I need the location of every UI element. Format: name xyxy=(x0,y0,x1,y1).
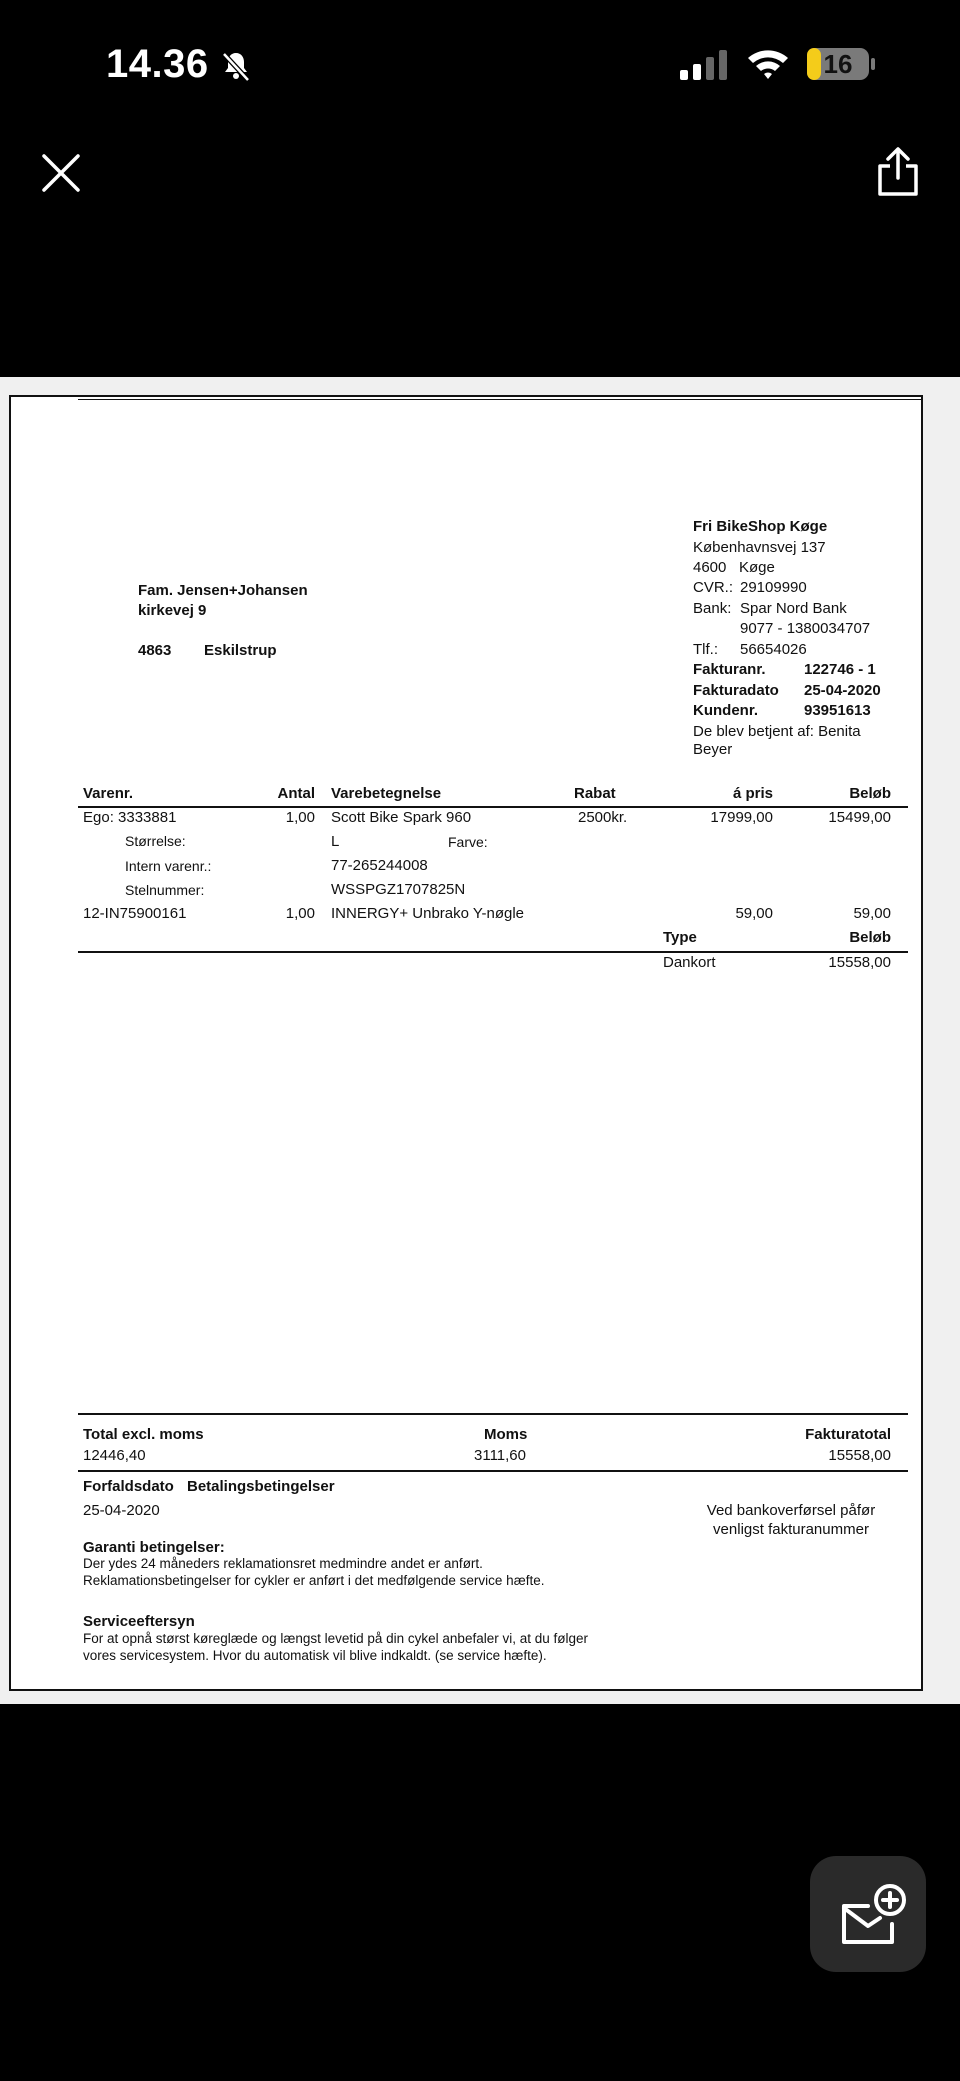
service-title: Serviceeftersyn xyxy=(83,1613,195,1630)
shop-bank-label: Bank: xyxy=(693,600,732,617)
payment-conditions-label: Betalingsbetingelser xyxy=(187,1478,335,1495)
shop-phone-label: Tlf.: xyxy=(693,641,718,658)
col-qty: Antal xyxy=(277,785,315,802)
bell-muted-icon xyxy=(218,48,254,84)
customer-number-label: Kundenr. xyxy=(693,702,759,719)
internal-no-label: Intern varenr.: xyxy=(125,858,212,874)
total-excl: 12446,40 xyxy=(83,1447,146,1464)
customer-name: Fam. Jensen+Johansen xyxy=(138,582,308,599)
status-bar xyxy=(0,0,960,130)
row1-qty: 1,00 xyxy=(285,809,315,826)
size-value: L xyxy=(331,833,340,850)
invoice-date-label: Fakturadato xyxy=(693,682,779,699)
col-amount: Beløb xyxy=(849,785,891,802)
due-date-label: Forfaldsdato xyxy=(83,1478,174,1495)
shop-bank-name: Spar Nord Bank xyxy=(740,600,847,617)
payment-divider xyxy=(78,951,908,953)
due-date: 25-04-2020 xyxy=(83,1502,160,1519)
row1-description: Scott Bike Spark 960 xyxy=(331,809,472,826)
add-to-mail-button[interactable] xyxy=(810,1856,926,1972)
warranty-title: Garanti betingelser: xyxy=(83,1539,225,1556)
vat-label: Moms xyxy=(484,1426,528,1443)
vat-amount: 3111,60 xyxy=(474,1447,526,1464)
customer-zip: 4863 xyxy=(138,642,172,659)
shop-city: Køge xyxy=(739,559,775,576)
row1-amount: 15499,00 xyxy=(828,809,891,826)
shop-bank-account: 9077 - 1380034707 xyxy=(740,620,871,637)
internal-no: 77-265244008 xyxy=(331,857,428,874)
bank-transfer-note-line2: venligst fakturanummer xyxy=(713,1521,869,1538)
totals-bottom-divider xyxy=(78,1470,908,1472)
cellular-signal-icon xyxy=(678,50,730,80)
shop-name: Fri BikeShop Køge xyxy=(693,518,828,535)
invoice-number-label: Fakturanr. xyxy=(693,661,766,678)
service-line2: vores servicesystem. Hvor du automatisk vil blive indkaldt. (se service hæfte). xyxy=(83,1648,547,1663)
payment-amount-label: Beløb xyxy=(849,929,891,946)
size-label: Størrelse: xyxy=(125,833,186,849)
row2-qty: 1,00 xyxy=(285,905,315,922)
shop-cvr-label: CVR.: xyxy=(693,579,734,596)
payment-type-label: Type xyxy=(663,929,697,946)
customer-number: 93951613 xyxy=(804,702,871,719)
close-icon[interactable] xyxy=(38,150,84,196)
warranty-line2: Reklamationsbetingelser for cykler er anført i det medfølgende service hæfte. xyxy=(83,1573,545,1588)
row2-unit-price: 59,00 xyxy=(735,905,773,922)
status-time: 14.36 xyxy=(106,42,209,86)
mail-add-icon xyxy=(810,1856,926,1972)
frame-no: WSSPGZ1707825N xyxy=(331,881,466,898)
frame-no-label: Stelnummer: xyxy=(125,882,205,898)
row2-item-no: 12-IN75900161 xyxy=(83,905,187,922)
col-description: Varebetegnelse xyxy=(331,785,442,802)
shop-zip: 4600 xyxy=(693,559,727,576)
service-line1: For at opnå størst køreglæde og længst levetid på din cykel anbefaler vi, at du følger xyxy=(83,1631,588,1646)
wifi-icon xyxy=(746,46,790,80)
row1-item-no: Ego: 3333881 xyxy=(83,809,177,826)
row1-unit-price: 17999,00 xyxy=(710,809,773,826)
invoice-date: 25-04-2020 xyxy=(804,682,881,699)
row2-amount: 59,00 xyxy=(853,905,891,922)
served-by-name: Beyer xyxy=(693,741,733,758)
invoice-total: 15558,00 xyxy=(828,1447,891,1464)
warranty-line1: Der ydes 24 måneders reklamationsret medmindre andet er anført. xyxy=(83,1556,483,1571)
invoice-number: 122746 - 1 xyxy=(804,661,876,678)
col-discount: Rabat xyxy=(574,785,616,802)
totals-top-divider xyxy=(78,1413,908,1415)
shop-street: Københavnsvej 137 xyxy=(693,539,826,556)
row1-discount: 2500kr. xyxy=(578,809,628,826)
col-unit-price: á pris xyxy=(732,785,773,802)
shop-cvr: 29109990 xyxy=(740,579,807,596)
customer-city: Eskilstrup xyxy=(204,642,277,659)
payment-type: Dankort xyxy=(663,954,716,971)
share-icon[interactable] xyxy=(874,146,922,198)
header-divider xyxy=(78,806,908,808)
color-label: Farve: xyxy=(448,834,488,850)
payment-amount: 15558,00 xyxy=(828,954,891,971)
invoice-page[interactable] xyxy=(9,395,923,1691)
total-excl-label: Total excl. moms xyxy=(83,1426,204,1443)
served-by: De blev betjent af: Benita xyxy=(693,723,861,740)
battery-indicator xyxy=(806,46,878,82)
battery-level: 16 xyxy=(823,49,853,79)
col-item-no: Varenr. xyxy=(83,785,134,802)
customer-street: kirkevej 9 xyxy=(138,602,207,619)
invoice-total-label: Fakturatotal xyxy=(805,1426,891,1443)
shop-phone: 56654026 xyxy=(740,641,807,658)
row2-description: INNERGY+ Unbrako Y-nøgle xyxy=(331,905,525,922)
bank-transfer-note-line1: Ved bankoverførsel påfør xyxy=(706,1502,876,1519)
